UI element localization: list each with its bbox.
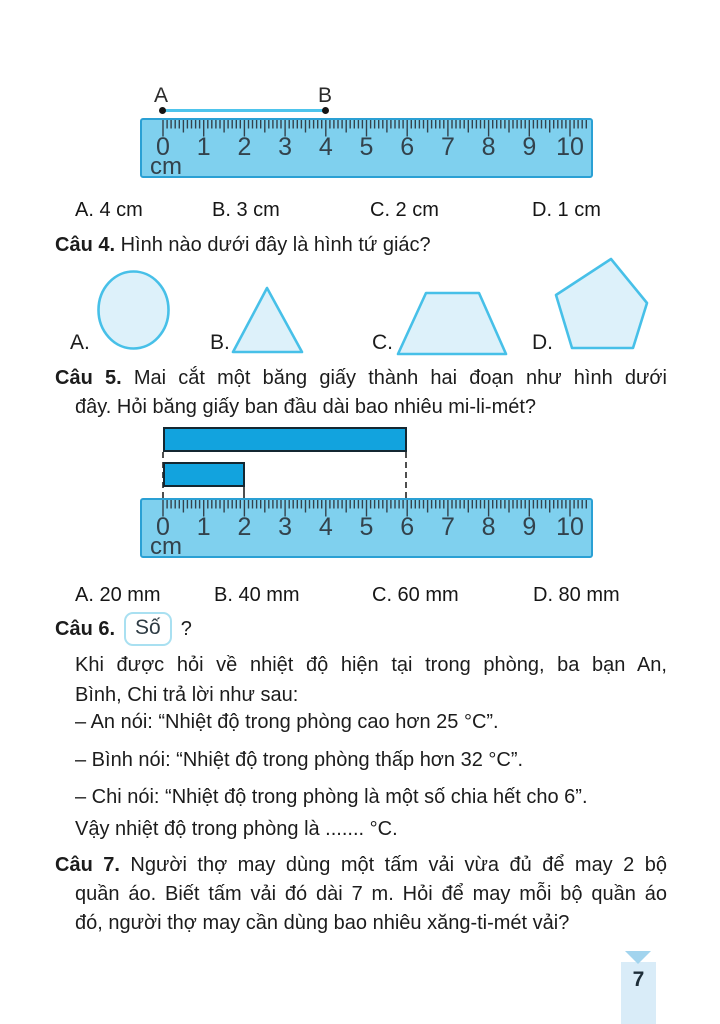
trapezoid-shape <box>395 289 510 357</box>
ruler-number: 6 <box>400 513 415 541</box>
ruler-number: 0 <box>156 513 170 541</box>
ruler-number: 6 <box>400 133 415 161</box>
ruler-number: 5 <box>359 133 374 161</box>
answer-option: C. 2 cm <box>370 199 439 221</box>
question-5 <box>55 364 667 422</box>
question-6-intro-line1: Khi được hỏi về nhiệt độ hiện tại trong phòng, ba bạn An, <box>75 654 667 676</box>
point-b-dot <box>322 107 329 114</box>
ruler-number: 2 <box>237 133 252 161</box>
ruler-number: 4 <box>318 133 333 161</box>
pentagon-shape <box>553 255 653 351</box>
shape-option-label: D. <box>532 331 553 354</box>
ruler-unit-label: cm <box>150 153 182 180</box>
question-4-number: Câu 4. <box>55 234 116 256</box>
dashed-guide-2cm <box>243 487 245 498</box>
paper-strip-short <box>163 462 245 487</box>
question-4-text: Hình nào dưới đây là hình tứ giác? <box>120 234 431 256</box>
question-7-text-line2: quần áo. Biết tấm vải đó dài 7 m. Hỏi để may mỗi bộ quần áo <box>75 883 667 905</box>
circle-shape <box>96 269 171 351</box>
answer-option: B. 3 cm <box>212 199 280 221</box>
ruler-number: 3 <box>278 133 293 161</box>
question-6-mark: ? <box>180 617 192 640</box>
page-number: 7 <box>632 968 645 991</box>
answer-option: B. 40 mm <box>214 584 300 606</box>
question-5-number: Câu 5. <box>55 367 122 389</box>
ruler-number: 8 <box>481 133 496 161</box>
question-6-intro <box>75 650 667 710</box>
statement-chi: – Chi nói: “Nhiệt độ trong phòng là một số chia hết cho 6”. <box>75 786 588 808</box>
ruler-number: 10 <box>556 513 584 541</box>
ruler-number: 1 <box>196 133 211 161</box>
ruler-number: 8 <box>481 513 496 541</box>
segment-ab-line <box>162 109 326 112</box>
answer-option: A. 4 cm <box>75 199 143 221</box>
ruler-number: 1 <box>196 513 211 541</box>
statement-binh: – Bình nói: “Nhiệt độ trong phòng thấp hơn 32 °C”. <box>75 749 524 771</box>
answer-option: A. 20 mm <box>75 584 161 606</box>
question-6-conclusion: Vậy nhiệt độ trong phòng là ....... °C. <box>75 818 398 840</box>
shape-option-label: B. <box>210 331 230 354</box>
shape-option-label: A. <box>70 331 90 354</box>
question-6-number: Câu 6. <box>55 617 116 640</box>
question-6-intro-line2: Bình, Chi trả lời như sau: <box>75 684 299 706</box>
ribbon-chevron-icon <box>625 951 651 964</box>
paper-strip-long <box>163 427 407 452</box>
point-b-label: B <box>318 84 333 107</box>
question-7-text-line3: đó, người thợ may cần dùng bao nhiêu xăng-ti-mét vải? <box>75 912 570 934</box>
triangle-shape <box>230 284 306 356</box>
ruler-number: 9 <box>522 133 537 161</box>
answer-option: C. 60 mm <box>372 584 459 606</box>
ruler <box>140 118 593 178</box>
ruler-number: 0 <box>156 133 170 161</box>
ruler-number: 9 <box>522 513 537 541</box>
ruler-number: 10 <box>556 133 584 161</box>
ruler-number: 7 <box>440 513 455 541</box>
question-6 <box>55 612 192 646</box>
ruler-number: 3 <box>278 513 293 541</box>
answer-option: D. 80 mm <box>533 584 620 606</box>
ruler-number: 4 <box>318 513 333 541</box>
so-answer-box: Số <box>124 612 172 646</box>
question-7-text-line1: Người thợ may dùng một tấm vải vừa đủ để may 2 bộ <box>130 854 667 876</box>
point-a-label: A <box>154 84 169 107</box>
ruler <box>140 498 593 558</box>
point-a-dot <box>159 107 166 114</box>
answer-option: D. 1 cm <box>532 199 601 221</box>
question-5-text-line1: Mai cắt một băng giấy thành hai đoạn như hình dưới <box>133 367 667 389</box>
ruler-number: 5 <box>359 513 374 541</box>
question-7 <box>55 851 667 938</box>
question-5-text-line2: đây. Hỏi băng giấy ban đầu dài bao nhiêu mi-li-mét? <box>75 396 537 418</box>
question-7-number: Câu 7. <box>55 854 120 876</box>
ruler-number: 7 <box>440 133 455 161</box>
ruler-unit-label: cm <box>150 533 182 560</box>
statement-an: – An nói: “Nhiệt độ trong phòng cao hơn 25 °C”. <box>75 711 499 733</box>
shape-option-label: C. <box>372 331 393 354</box>
ruler-number: 2 <box>237 513 252 541</box>
dashed-guide-6cm <box>405 452 407 498</box>
